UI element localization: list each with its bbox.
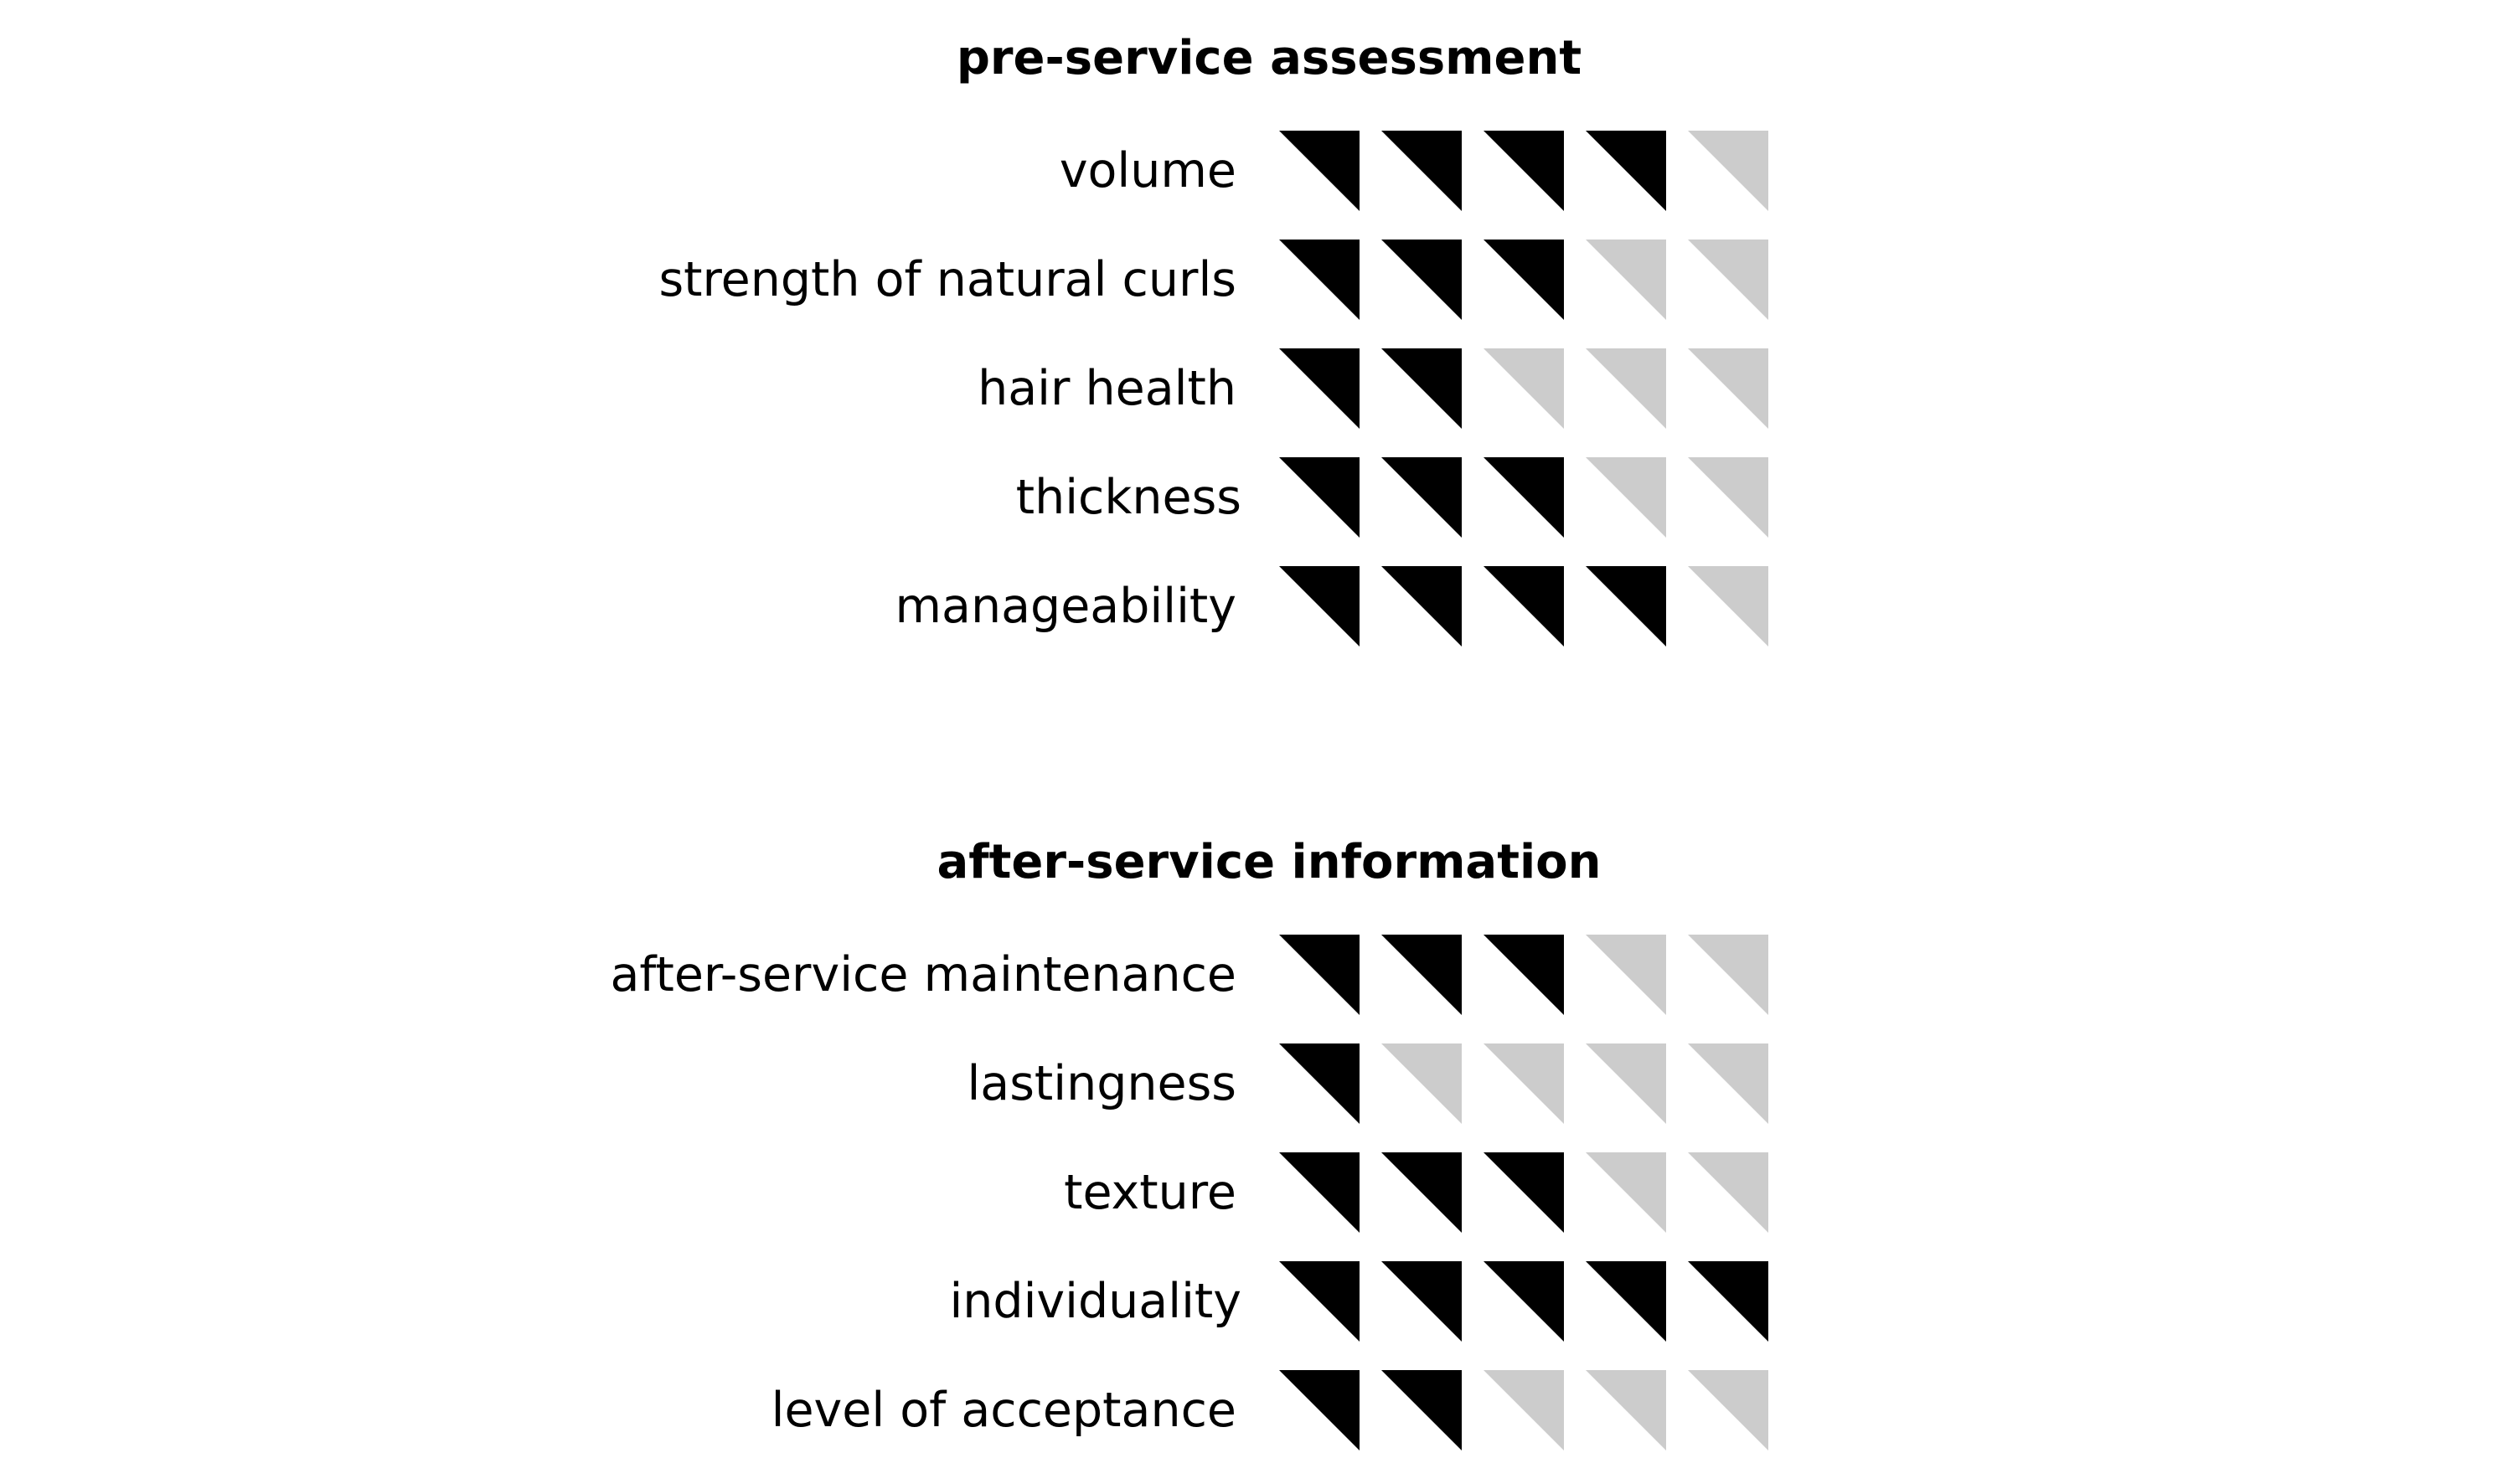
right-triangle-icon (1279, 240, 1360, 320)
triangle-rating (1279, 348, 1773, 429)
row-label: hair health (978, 361, 1236, 416)
triangle-rating (1279, 1261, 1773, 1342)
right-triangle-icon (1279, 348, 1360, 429)
right-triangle-icon (1381, 131, 1462, 211)
row-label: strength of natural curls (658, 252, 1236, 307)
row-label: texture (1064, 1165, 1236, 1220)
rating-row (0, 457, 2513, 538)
right-triangle-icon (1484, 935, 1564, 1015)
right-triangle-icon (1688, 131, 1768, 211)
right-triangle-icon (1381, 566, 1462, 647)
right-triangle-icon (1484, 131, 1564, 211)
row-label: volume (1059, 143, 1236, 198)
right-triangle-icon (1688, 935, 1768, 1015)
triangle-rating (1279, 131, 1773, 211)
triangle-rating (1279, 566, 1773, 647)
right-triangle-icon (1688, 1261, 1768, 1342)
right-triangle-icon (1279, 1043, 1360, 1124)
rating-row (0, 566, 2513, 647)
right-triangle-icon (1688, 566, 1768, 647)
right-triangle-icon (1586, 131, 1666, 211)
right-triangle-icon (1381, 1043, 1462, 1124)
right-triangle-icon (1381, 935, 1462, 1015)
triangle-rating (1279, 935, 1773, 1015)
rating-row (0, 1152, 2513, 1233)
rating-row (0, 1261, 2513, 1342)
right-triangle-icon (1381, 348, 1462, 429)
section-title: pre-service assessment (956, 31, 1582, 85)
right-triangle-icon (1484, 566, 1564, 647)
right-triangle-icon (1279, 1261, 1360, 1342)
row-label: individuality (949, 1274, 1241, 1329)
right-triangle-icon (1381, 457, 1462, 538)
right-triangle-icon (1586, 348, 1666, 429)
right-triangle-icon (1688, 1152, 1768, 1233)
right-triangle-icon (1381, 1370, 1462, 1451)
right-triangle-icon (1586, 1261, 1666, 1342)
right-triangle-icon (1586, 935, 1666, 1015)
triangle-rating (1279, 240, 1773, 320)
right-triangle-icon (1586, 1152, 1666, 1233)
right-triangle-icon (1381, 1261, 1462, 1342)
right-triangle-icon (1688, 348, 1768, 429)
right-triangle-icon (1279, 131, 1360, 211)
triangle-rating (1279, 457, 1773, 538)
rating-row (0, 935, 2513, 1015)
right-triangle-icon (1484, 457, 1564, 538)
right-triangle-icon (1484, 1152, 1564, 1233)
right-triangle-icon (1279, 1370, 1360, 1451)
row-label: manageability (895, 579, 1236, 634)
row-label: thickness (1015, 470, 1241, 525)
row-label: after-service maintenance (610, 947, 1236, 1002)
right-triangle-icon (1279, 1152, 1360, 1233)
right-triangle-icon (1484, 240, 1564, 320)
right-triangle-icon (1688, 457, 1768, 538)
triangle-rating (1279, 1370, 1773, 1451)
right-triangle-icon (1381, 240, 1462, 320)
rating-row (0, 1370, 2513, 1451)
right-triangle-icon (1484, 1370, 1564, 1451)
rating-row (0, 240, 2513, 320)
right-triangle-icon (1688, 1043, 1768, 1124)
right-triangle-icon (1279, 457, 1360, 538)
row-label: level of acceptance (771, 1383, 1236, 1438)
right-triangle-icon (1279, 935, 1360, 1015)
right-triangle-icon (1586, 457, 1666, 538)
right-triangle-icon (1586, 1370, 1666, 1451)
row-label: lastingness (967, 1056, 1236, 1111)
right-triangle-icon (1586, 240, 1666, 320)
right-triangle-icon (1484, 1261, 1564, 1342)
rating-row (0, 348, 2513, 429)
right-triangle-icon (1688, 240, 1768, 320)
triangle-rating (1279, 1043, 1773, 1124)
right-triangle-icon (1484, 1043, 1564, 1124)
right-triangle-icon (1279, 566, 1360, 647)
section-title: after-service information (937, 835, 1602, 889)
rating-row (0, 1043, 2513, 1124)
right-triangle-icon (1381, 1152, 1462, 1233)
triangle-rating (1279, 1152, 1773, 1233)
right-triangle-icon (1586, 566, 1666, 647)
right-triangle-icon (1484, 348, 1564, 429)
right-triangle-icon (1586, 1043, 1666, 1124)
rating-row (0, 131, 2513, 211)
right-triangle-icon (1688, 1370, 1768, 1451)
